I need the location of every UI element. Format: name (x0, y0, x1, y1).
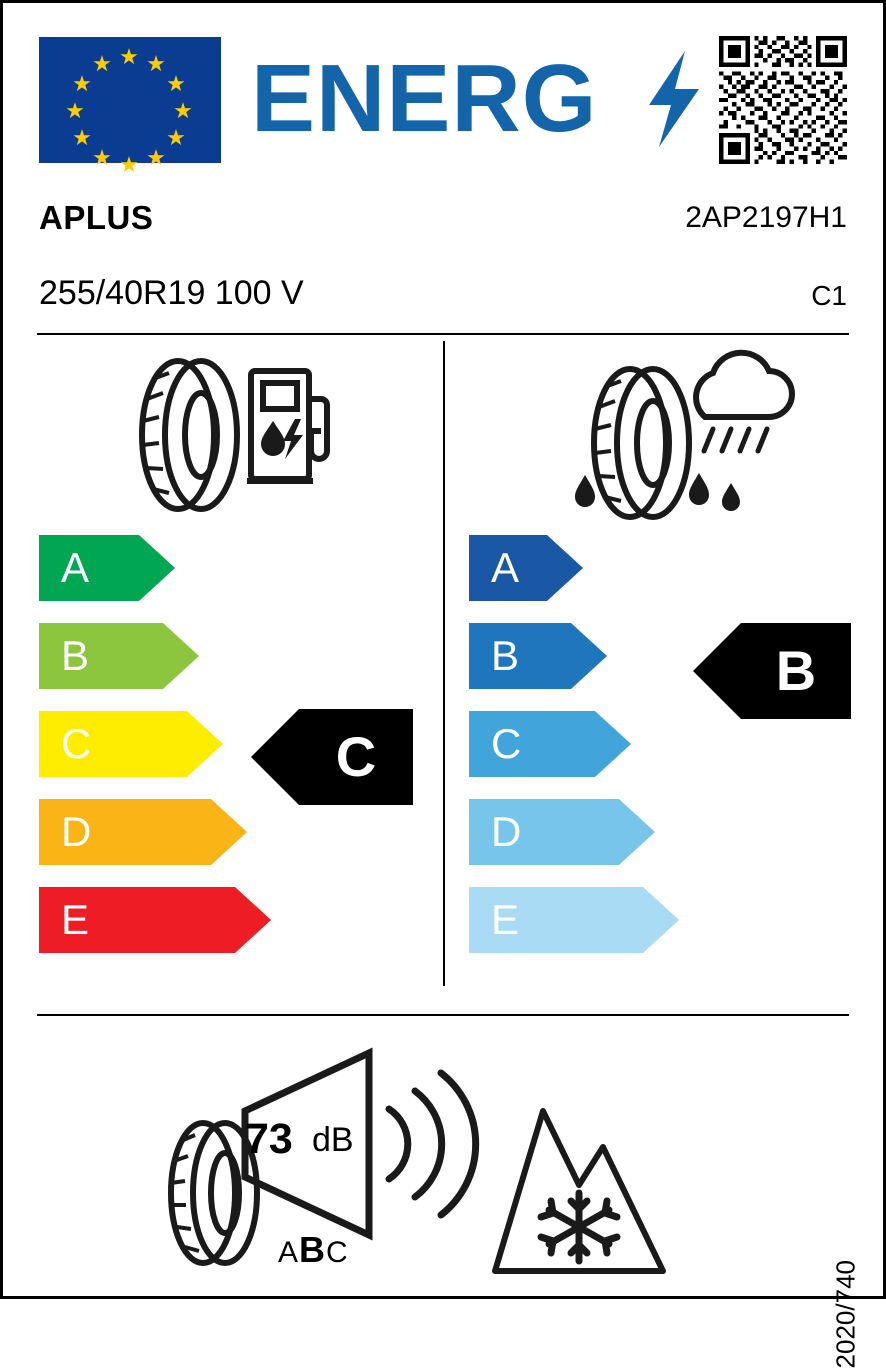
wet-grip-rating-value: B (775, 639, 817, 702)
fuel-grade-b-label: B (61, 632, 90, 679)
wet-grade-b-label: B (491, 632, 520, 679)
noise-value: 73 (245, 1115, 293, 1163)
qr-code-icon (719, 36, 847, 164)
regulation-reference: 2020/740 (830, 1260, 860, 1368)
fuel-grade-c-label: C (61, 720, 92, 767)
divider-vertical (443, 341, 445, 986)
divider-middle (37, 1014, 849, 1016)
tyre-fuel-pump-icon (123, 355, 333, 515)
wet-grade-a-label: A (491, 544, 520, 591)
lightning-bolt-icon (643, 51, 703, 147)
noise-class-selected: B (299, 1229, 327, 1270)
tyre-type-code: 2AP2197H1 (685, 201, 847, 234)
page-title: ENERG (251, 45, 598, 152)
tyre-size: 255/40R19 100 V (39, 274, 304, 312)
tyre-class: C1 (811, 280, 847, 311)
wet-grip-rating-marker (741, 623, 851, 719)
fuel-efficiency-rating-value: C (335, 725, 377, 788)
eu-flag-icon: ★ ★ ★ ★ ★ ★ ★ ★ ★ ★ ★ ★ (39, 37, 221, 163)
wet-grade-c-label: C (491, 720, 522, 767)
fuel-grade-e-label: E (61, 896, 90, 943)
noise-class-scale (278, 1229, 349, 1271)
label-header (3, 3, 883, 188)
noise-class-c: C (326, 1236, 349, 1269)
noise-unit: dB (312, 1121, 354, 1159)
brand-name: APLUS (39, 199, 154, 236)
wet-grade-e-label: E (491, 896, 520, 943)
wet-grade-d-label: D (491, 808, 522, 855)
three-peak-mountain-snowflake-icon (487, 1089, 671, 1279)
tyre-rain-cloud-icon (533, 355, 803, 525)
fuel-grade-d-label: D (61, 808, 92, 855)
fuel-efficiency-rating-marker (299, 709, 413, 805)
noise-class-a: A (278, 1236, 300, 1269)
divider-top (37, 333, 849, 335)
fuel-grade-a-label: A (61, 544, 90, 591)
